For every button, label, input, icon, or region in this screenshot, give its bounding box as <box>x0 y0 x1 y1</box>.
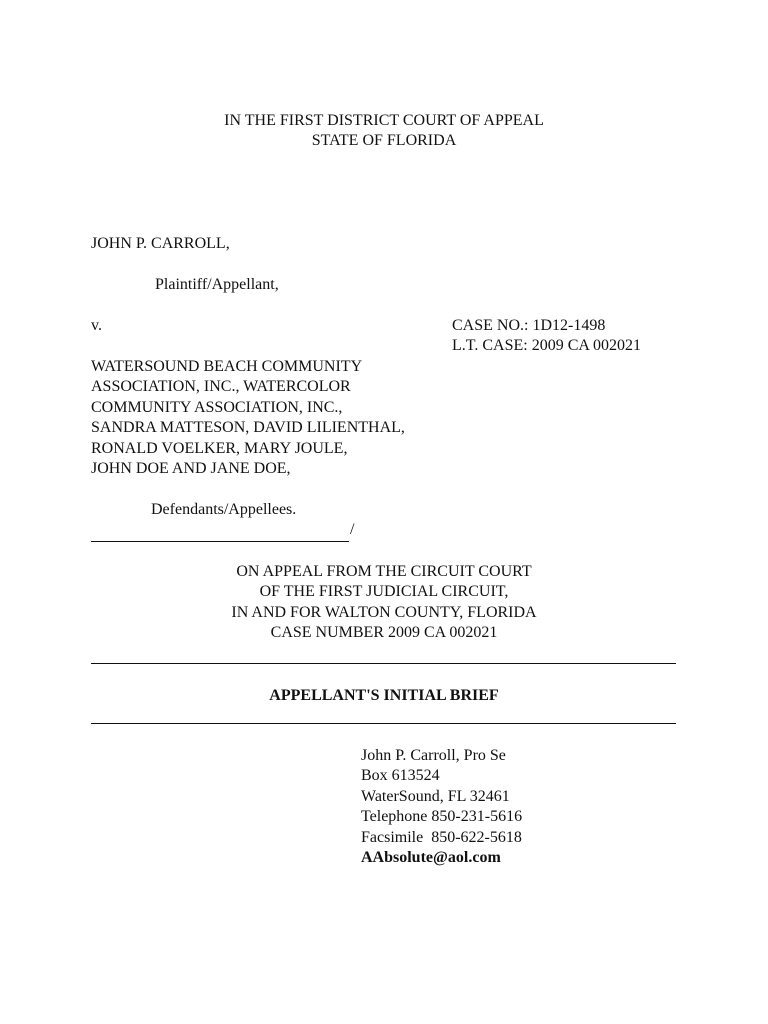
title-top-rule <box>91 663 676 664</box>
appeal-origin-line: OF THE FIRST JUDICIAL CIRCUIT, <box>259 583 509 600</box>
contact-name: John P. Carroll, Pro Se <box>361 747 506 764</box>
court-name: IN THE FIRST DISTRICT COURT OF APPEAL <box>224 112 544 129</box>
defendants-role: Defendants/Appellees. <box>151 501 297 518</box>
contact-facsimile: Facsimile 850-622-5618 <box>361 829 522 846</box>
brief-title: APPELLANT'S INITIAL BRIEF <box>269 687 499 704</box>
case-number: CASE NO.: 1D12-1498 <box>452 317 606 334</box>
versus-label: v. <box>91 317 102 334</box>
lower-tribunal-case: L.T. CASE: 2009 CA 002021 <box>452 337 642 354</box>
contact-telephone: Telephone 850-231-5616 <box>361 808 523 825</box>
defendant-line: SANDRA MATTESON, DAVID LILIENTHAL, <box>91 419 405 436</box>
appeal-origin-line: CASE NUMBER 2009 CA 002021 <box>270 624 498 641</box>
appeal-origin-line: ON APPEAL FROM THE CIRCUIT COURT <box>236 563 532 580</box>
defendant-line: COMMUNITY ASSOCIATION, INC., <box>91 399 343 416</box>
title-bottom-rule <box>91 723 676 724</box>
plaintiff-name: JOHN P. CARROLL, <box>91 235 230 252</box>
contact-city: WaterSound, FL 32461 <box>361 788 510 805</box>
contact-email[interactable]: AAbsolute@aol.com <box>361 849 501 866</box>
plaintiff-role: Plaintiff/Appellant, <box>155 276 279 293</box>
caption-slash: / <box>350 521 355 538</box>
defendant-line: ASSOCIATION, INC., WATERCOLOR <box>91 378 351 395</box>
court-state: STATE OF FLORIDA <box>311 132 457 149</box>
appeal-origin-line: IN AND FOR WALTON COUNTY, FLORIDA <box>231 604 537 621</box>
defendant-line: RONALD VOELKER, MARY JOULE, <box>91 440 348 457</box>
defendant-line: JOHN DOE AND JANE DOE, <box>91 460 291 477</box>
defendant-line: WATERSOUND BEACH COMMUNITY <box>91 358 363 375</box>
caption-rule <box>91 527 349 542</box>
contact-box: Box 613524 <box>361 767 440 784</box>
